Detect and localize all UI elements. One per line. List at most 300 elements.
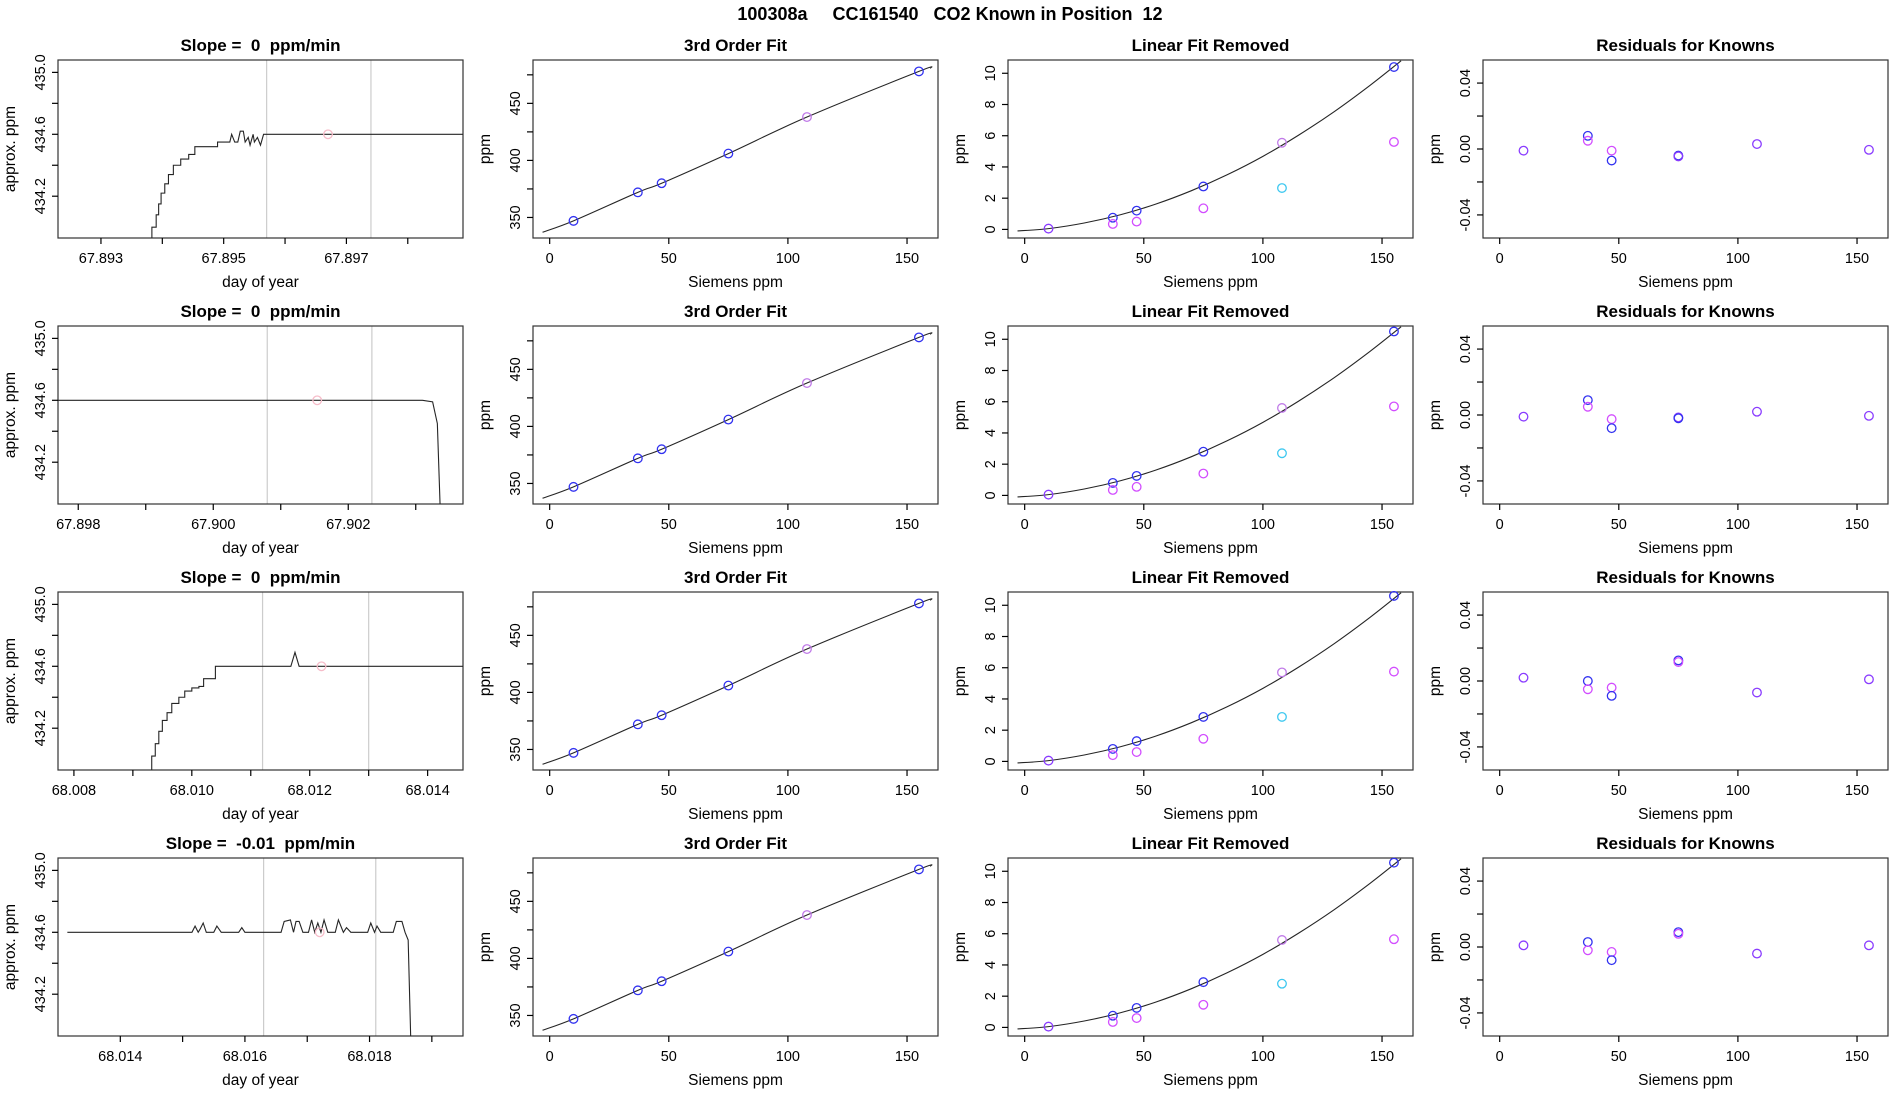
- svg-text:-0.04: -0.04: [1458, 996, 1474, 1030]
- series: [1519, 396, 1873, 433]
- svg-text:68.012: 68.012: [287, 783, 332, 799]
- y-axis: [33, 320, 58, 480]
- svg-text:350: 350: [508, 471, 524, 496]
- svg-text:0: 0: [983, 225, 999, 234]
- svg-text:0.00: 0.00: [1458, 134, 1474, 164]
- chart-title: 3rd Order Fit: [684, 834, 787, 853]
- chart-title: Slope = 0 ppm/min: [180, 36, 341, 55]
- y-axis-label: ppm: [952, 665, 969, 697]
- y-axis: [983, 65, 1008, 233]
- chart-title: 3rd Order Fit: [684, 36, 787, 55]
- chart-row4-3rd-order-fit: [475, 828, 950, 1094]
- plot-svg: [1425, 296, 1900, 562]
- x-axis-label: Siemens ppm: [1638, 1072, 1733, 1089]
- data-point-purple: [1519, 146, 1528, 155]
- svg-text:100: 100: [1725, 1049, 1751, 1065]
- svg-text:50: 50: [660, 783, 677, 799]
- y-axis-label: ppm: [477, 399, 494, 431]
- y-axis-label: approx. ppm: [2, 903, 19, 991]
- svg-text:67.893: 67.893: [78, 251, 124, 267]
- plot-svg: [475, 30, 950, 296]
- svg-text:10: 10: [983, 863, 999, 880]
- chart-row4-residuals-for-knowns: [1425, 828, 1900, 1094]
- fit-curve: [543, 599, 932, 764]
- chart-row1-slope-0-ppm-min: [0, 30, 475, 296]
- svg-text:150: 150: [1844, 251, 1870, 267]
- x-axis: [1496, 504, 1869, 533]
- fit-curve: [543, 865, 932, 1030]
- chart-row2-3rd-order-fit: [475, 296, 950, 562]
- svg-text:0: 0: [983, 491, 999, 500]
- chart-title: Linear Fit Removed: [1131, 568, 1290, 587]
- svg-text:0: 0: [1020, 783, 1029, 799]
- svg-text:150: 150: [1369, 783, 1395, 799]
- data-point-purple: [1519, 673, 1528, 682]
- plot-box: [533, 326, 938, 504]
- data-point-magenta: [1132, 1014, 1141, 1023]
- svg-text:450: 450: [508, 91, 524, 116]
- plot-svg: [1425, 828, 1900, 1094]
- chart-row4-slope-0-01-ppm-min: [0, 828, 475, 1094]
- svg-text:100: 100: [1725, 251, 1751, 267]
- plot-svg: [950, 30, 1425, 296]
- series: [543, 599, 932, 764]
- data-point-cyan: [1278, 184, 1287, 193]
- y-axis-label: ppm: [477, 133, 494, 165]
- svg-text:6: 6: [983, 663, 999, 672]
- data-point-blue: [1607, 424, 1616, 433]
- svg-text:0: 0: [1495, 517, 1504, 533]
- svg-text:-0.04: -0.04: [1458, 730, 1474, 764]
- x-axis-label: Siemens ppm: [688, 540, 783, 557]
- fit-curve: [1018, 859, 1402, 1029]
- x-axis-label: Siemens ppm: [1163, 1072, 1258, 1089]
- y-axis: [508, 341, 533, 496]
- y-axis-label: ppm: [952, 931, 969, 963]
- plot-box: [1483, 592, 1888, 770]
- svg-text:50: 50: [1135, 1049, 1152, 1065]
- data-point-purple: [1753, 140, 1762, 149]
- x-axis-label: day of year: [222, 540, 299, 557]
- svg-text:435.0: 435.0: [33, 852, 49, 889]
- plot-svg: [475, 296, 950, 562]
- series: [1519, 656, 1873, 700]
- series: [67, 920, 410, 1036]
- svg-text:67.898: 67.898: [56, 517, 101, 533]
- svg-text:4: 4: [983, 428, 999, 437]
- chart-row1-linear-fit-removed: [950, 30, 1425, 296]
- data-point-blue: [1607, 692, 1616, 701]
- x-axis: [52, 770, 450, 799]
- x-axis-label: day of year: [222, 1072, 299, 1089]
- plot-svg: [950, 562, 1425, 828]
- data-point-magenta: [1109, 751, 1118, 760]
- svg-text:8: 8: [983, 632, 999, 641]
- svg-text:150: 150: [1844, 1049, 1870, 1065]
- data-point-magenta: [1390, 138, 1399, 147]
- svg-text:68.018: 68.018: [347, 1049, 392, 1065]
- chart-row2-linear-fit-removed: [950, 296, 1425, 562]
- svg-text:0: 0: [545, 251, 554, 267]
- svg-text:434.2: 434.2: [33, 178, 49, 215]
- svg-text:150: 150: [1369, 1049, 1395, 1065]
- svg-text:10: 10: [983, 331, 999, 348]
- data-point-cyan: [1278, 449, 1287, 458]
- fit-curve: [1018, 327, 1402, 497]
- y-axis-label: ppm: [1427, 931, 1444, 963]
- data-point-magenta: [1607, 146, 1616, 155]
- series: [1018, 61, 1402, 233]
- svg-text:400: 400: [508, 946, 524, 971]
- chart-title: Residuals for Knowns: [1596, 834, 1775, 853]
- plot-box: [1483, 60, 1888, 238]
- x-axis: [546, 1036, 919, 1065]
- data-point-cyan: [1278, 713, 1287, 722]
- svg-text:350: 350: [508, 1003, 524, 1028]
- y-axis-label: approx. ppm: [2, 637, 19, 725]
- data-point-purple: [1753, 407, 1762, 416]
- chart-row3-slope-0-ppm-min: [0, 562, 475, 828]
- svg-text:50: 50: [1610, 1049, 1627, 1065]
- plot-box: [58, 326, 463, 504]
- x-axis-label: Siemens ppm: [688, 806, 783, 823]
- x-axis-label: day of year: [222, 274, 299, 291]
- svg-text:434.2: 434.2: [33, 444, 49, 481]
- y-axis: [33, 54, 58, 214]
- chart-title: Slope = -0.01 ppm/min: [165, 834, 356, 853]
- svg-text:0: 0: [983, 757, 999, 766]
- data-point-blue: [1584, 938, 1593, 947]
- data-point-magenta: [1199, 204, 1208, 213]
- svg-text:50: 50: [1610, 783, 1627, 799]
- svg-text:67.895: 67.895: [201, 251, 246, 267]
- svg-text:434.6: 434.6: [33, 116, 49, 153]
- svg-text:50: 50: [1135, 251, 1152, 267]
- svg-text:0.00: 0.00: [1458, 932, 1474, 962]
- chart-title: Slope = 0 ppm/min: [180, 302, 341, 321]
- gridlines: [264, 858, 376, 1036]
- svg-text:450: 450: [508, 623, 524, 648]
- plot-box: [1008, 326, 1413, 504]
- chart-row1-residuals-for-knowns: [1425, 30, 1900, 296]
- gridlines: [267, 326, 372, 504]
- svg-text:435.0: 435.0: [33, 320, 49, 357]
- x-axis-label: Siemens ppm: [1638, 540, 1733, 557]
- x-axis: [1021, 770, 1394, 799]
- chart-title: 3rd Order Fit: [684, 302, 787, 321]
- chart-row2-slope-0-ppm-min: [0, 296, 475, 562]
- chart-row3-residuals-for-knowns: [1425, 562, 1900, 828]
- plot-grid: [0, 30, 1900, 1094]
- svg-text:0: 0: [545, 783, 554, 799]
- data-point-blue: [1584, 677, 1593, 686]
- svg-text:6: 6: [983, 131, 999, 140]
- svg-text:0: 0: [1020, 1049, 1029, 1065]
- svg-text:0.04: 0.04: [1458, 334, 1474, 364]
- plot-svg: [0, 30, 475, 296]
- chart-title: Residuals for Knowns: [1596, 568, 1775, 587]
- svg-text:150: 150: [1369, 251, 1395, 267]
- svg-text:435.0: 435.0: [33, 54, 49, 91]
- x-axis: [1021, 238, 1394, 267]
- y-axis: [1458, 335, 1483, 498]
- svg-text:68.008: 68.008: [51, 783, 97, 799]
- x-axis: [1021, 1036, 1394, 1065]
- svg-text:68.014: 68.014: [405, 783, 450, 799]
- plot-svg: [1425, 562, 1900, 828]
- svg-text:50: 50: [1610, 517, 1627, 533]
- y-axis-label: ppm: [952, 399, 969, 431]
- plot-box: [1483, 326, 1888, 504]
- x-axis-label: day of year: [222, 806, 299, 823]
- svg-text:100: 100: [1250, 251, 1276, 267]
- series: [152, 130, 463, 238]
- svg-text:50: 50: [1135, 517, 1152, 533]
- x-axis: [1021, 504, 1394, 533]
- x-axis: [546, 238, 919, 267]
- x-axis: [79, 238, 408, 267]
- data-point-blue: [1607, 156, 1616, 165]
- series: [543, 67, 932, 232]
- signal-line: [67, 920, 410, 1036]
- data-point-purple: [1865, 941, 1874, 950]
- series: [543, 333, 932, 498]
- gridlines: [267, 60, 371, 238]
- data-point-purple: [1865, 412, 1874, 421]
- data-point-magenta: [1132, 483, 1141, 492]
- series: [1519, 928, 1873, 965]
- svg-text:0.00: 0.00: [1458, 666, 1474, 696]
- data-point-magenta: [1109, 220, 1118, 229]
- chart-row2-residuals-for-knowns: [1425, 296, 1900, 562]
- svg-text:400: 400: [508, 414, 524, 439]
- data-point-purple: [1753, 688, 1762, 697]
- plot-svg: [950, 828, 1425, 1094]
- x-axis: [1496, 1036, 1869, 1065]
- svg-text:434.2: 434.2: [33, 710, 49, 747]
- y-axis-label: ppm: [477, 665, 494, 697]
- x-axis-label: Siemens ppm: [1638, 274, 1733, 291]
- series: [1018, 858, 1402, 1031]
- data-point-magenta: [1607, 415, 1616, 424]
- plot-box: [1008, 858, 1413, 1036]
- data-point-violet: [1278, 668, 1287, 677]
- chart-title: Linear Fit Removed: [1131, 834, 1290, 853]
- data-point-magenta: [1390, 402, 1399, 411]
- y-axis: [33, 852, 58, 1012]
- y-axis: [508, 873, 533, 1028]
- svg-text:0.04: 0.04: [1458, 866, 1474, 896]
- plot-svg: [475, 562, 950, 828]
- plot-svg: [475, 828, 950, 1094]
- x-axis-label: Siemens ppm: [1638, 806, 1733, 823]
- y-axis-label: approx. ppm: [2, 105, 19, 193]
- chart-title: Slope = 0 ppm/min: [180, 568, 341, 587]
- plot-box: [1008, 592, 1413, 770]
- signal-line: [58, 400, 440, 504]
- y-axis: [33, 586, 58, 746]
- svg-text:10: 10: [983, 597, 999, 614]
- x-axis-label: Siemens ppm: [688, 1072, 783, 1089]
- data-point-magenta: [1132, 217, 1141, 226]
- y-axis-label: ppm: [477, 931, 494, 963]
- fit-curve: [1018, 593, 1402, 763]
- svg-text:67.897: 67.897: [324, 251, 369, 267]
- data-point-blue: [1390, 327, 1399, 336]
- svg-text:150: 150: [1844, 517, 1870, 533]
- plot-box: [533, 858, 938, 1036]
- svg-text:0: 0: [1495, 783, 1504, 799]
- plot-box: [58, 858, 463, 1036]
- y-axis-label: ppm: [1427, 665, 1444, 697]
- data-point-purple: [1753, 949, 1762, 958]
- svg-text:0.04: 0.04: [1458, 600, 1474, 630]
- svg-text:0.00: 0.00: [1458, 400, 1474, 430]
- svg-text:150: 150: [894, 517, 920, 533]
- data-point-magenta: [1390, 935, 1399, 944]
- svg-text:100: 100: [1725, 517, 1751, 533]
- plot-svg: [0, 296, 475, 562]
- plot-box: [58, 60, 463, 238]
- data-point-cyan: [1278, 979, 1287, 988]
- plot-box: [58, 592, 463, 770]
- svg-text:2: 2: [983, 726, 999, 735]
- x-axis: [56, 504, 416, 533]
- y-axis: [1458, 69, 1483, 232]
- data-point-magenta: [1584, 946, 1593, 955]
- y-axis-label: ppm: [1427, 133, 1444, 165]
- svg-text:2: 2: [983, 194, 999, 203]
- svg-text:434.6: 434.6: [33, 914, 49, 951]
- chart-row1-3rd-order-fit: [475, 30, 950, 296]
- svg-text:434.6: 434.6: [33, 648, 49, 685]
- svg-text:68.016: 68.016: [222, 1049, 268, 1065]
- svg-text:150: 150: [894, 1049, 920, 1065]
- y-axis: [1458, 867, 1483, 1030]
- plot-svg: [950, 296, 1425, 562]
- y-axis-label: approx. ppm: [2, 371, 19, 459]
- series: [543, 865, 932, 1030]
- signal-line: [152, 652, 463, 770]
- svg-text:100: 100: [1250, 517, 1276, 533]
- svg-text:0: 0: [1020, 251, 1029, 267]
- svg-text:150: 150: [1369, 517, 1395, 533]
- svg-text:100: 100: [1250, 1049, 1276, 1065]
- svg-text:50: 50: [660, 251, 677, 267]
- svg-text:50: 50: [1610, 251, 1627, 267]
- svg-text:50: 50: [1135, 783, 1152, 799]
- x-axis-label: Siemens ppm: [1163, 540, 1258, 557]
- svg-text:-0.04: -0.04: [1458, 464, 1474, 498]
- svg-text:350: 350: [508, 737, 524, 762]
- chart-title: Linear Fit Removed: [1131, 36, 1290, 55]
- x-axis-label: Siemens ppm: [1163, 806, 1258, 823]
- fit-curve: [543, 333, 932, 498]
- svg-text:4: 4: [983, 960, 999, 969]
- svg-text:0: 0: [983, 1023, 999, 1032]
- svg-text:8: 8: [983, 898, 999, 907]
- svg-text:50: 50: [660, 1049, 677, 1065]
- chart-row3-linear-fit-removed: [950, 562, 1425, 828]
- x-axis: [1496, 770, 1869, 799]
- svg-text:0: 0: [1020, 517, 1029, 533]
- data-point-magenta: [1199, 734, 1208, 743]
- x-axis: [1496, 238, 1869, 267]
- svg-text:10: 10: [983, 65, 999, 82]
- x-axis: [98, 1036, 432, 1065]
- svg-text:0: 0: [1495, 251, 1504, 267]
- svg-text:100: 100: [775, 251, 801, 267]
- y-axis-label: ppm: [1427, 399, 1444, 431]
- svg-text:68.010: 68.010: [169, 783, 215, 799]
- series: [152, 652, 463, 770]
- svg-text:100: 100: [775, 517, 801, 533]
- y-axis-label: ppm: [952, 133, 969, 165]
- data-point-magenta: [1199, 469, 1208, 478]
- page-title: 100308a CC161540 CO2 Known in Position 12: [737, 4, 1163, 24]
- series: [58, 396, 440, 504]
- x-axis: [546, 504, 919, 533]
- svg-text:150: 150: [894, 783, 920, 799]
- data-point-magenta: [1607, 948, 1616, 957]
- y-axis: [508, 75, 533, 230]
- svg-text:0: 0: [545, 1049, 554, 1065]
- svg-text:400: 400: [508, 680, 524, 705]
- chart-title: Residuals for Knowns: [1596, 36, 1775, 55]
- y-axis: [983, 863, 1008, 1031]
- x-axis-label: Siemens ppm: [688, 274, 783, 291]
- y-axis: [1458, 601, 1483, 764]
- svg-text:100: 100: [775, 783, 801, 799]
- fit-curve: [543, 67, 932, 232]
- series: [1018, 592, 1402, 765]
- series: [1018, 327, 1402, 499]
- y-axis: [508, 607, 533, 762]
- svg-text:8: 8: [983, 100, 999, 109]
- svg-text:50: 50: [660, 517, 677, 533]
- svg-text:450: 450: [508, 357, 524, 382]
- svg-text:2: 2: [983, 460, 999, 469]
- svg-text:150: 150: [894, 251, 920, 267]
- svg-text:4: 4: [983, 694, 999, 703]
- series: [1519, 132, 1873, 165]
- plot-box: [1483, 858, 1888, 1036]
- data-point-magenta: [1390, 667, 1399, 676]
- data-point-magenta: [1109, 1018, 1118, 1027]
- data-point-magenta: [1584, 402, 1593, 411]
- data-point-magenta: [1199, 1000, 1208, 1009]
- data-point-blue: [1607, 956, 1616, 965]
- chart-title: 3rd Order Fit: [684, 568, 787, 587]
- signal-line: [152, 131, 463, 238]
- svg-text:0.04: 0.04: [1458, 68, 1474, 98]
- chart-title: Residuals for Knowns: [1596, 302, 1775, 321]
- svg-text:0: 0: [545, 517, 554, 533]
- svg-text:6: 6: [983, 929, 999, 938]
- svg-text:100: 100: [775, 1049, 801, 1065]
- svg-text:-0.04: -0.04: [1458, 198, 1474, 232]
- svg-text:100: 100: [1250, 783, 1276, 799]
- svg-text:2: 2: [983, 992, 999, 1001]
- svg-text:6: 6: [983, 397, 999, 406]
- plot-svg: [0, 562, 475, 828]
- y-axis: [983, 597, 1008, 765]
- x-axis: [546, 770, 919, 799]
- svg-text:400: 400: [508, 148, 524, 173]
- svg-text:68.014: 68.014: [98, 1049, 143, 1065]
- x-axis-label: Siemens ppm: [1163, 274, 1258, 291]
- svg-text:350: 350: [508, 205, 524, 230]
